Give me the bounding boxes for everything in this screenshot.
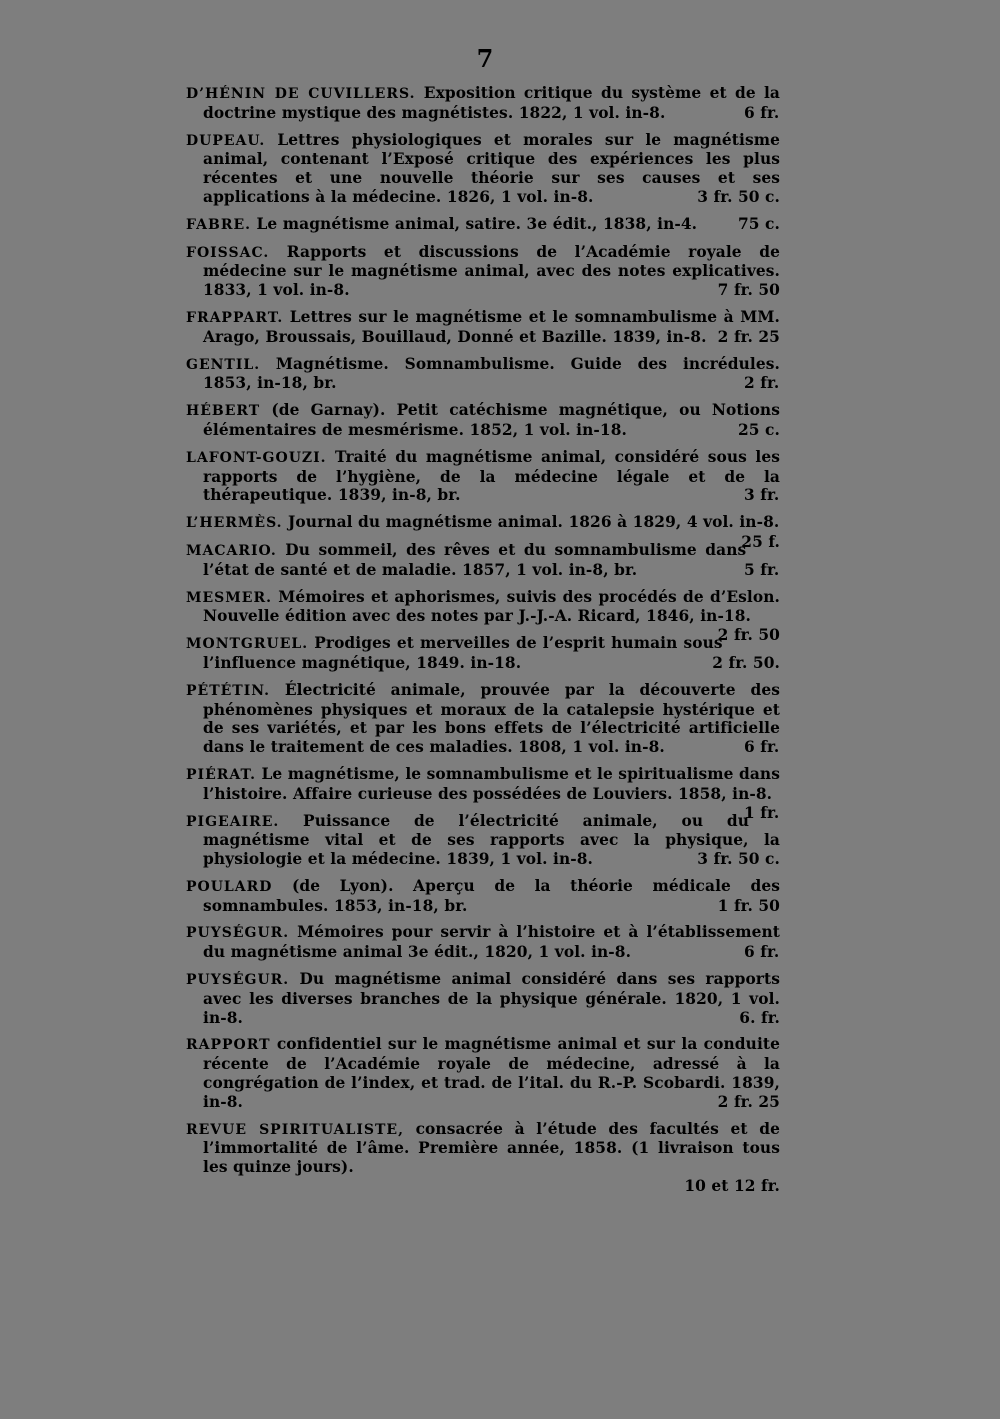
entry-text: consacrée à l’étude des facultés et de l’immortalité de l’âme. Première année, 1858. (1 livraison tous les quinze jours). — [203, 1119, 780, 1177]
catalogue-entry — [186, 970, 780, 1027]
entry-text: Puissance de l’électricité animale, ou du magnétisme vital et de ses rapports avec la physique, la physiologie et la médecine. 1839, 1 vol. in-8. — [203, 811, 780, 869]
entry-author: LAFONT-GOUZI. — [186, 449, 327, 466]
entry-author: MACARIO. — [186, 542, 277, 559]
catalogue-entry — [186, 215, 780, 235]
entry-text: Exposition critique du système et de la doctrine mystique des magnétistes. 1822, 1 vol. in-8. — [203, 84, 780, 122]
entry-author: PIÉRAT. — [186, 766, 256, 783]
entry-price: 10 et 12 fr. — [684, 1177, 780, 1196]
entry-text: Du sommeil, des rêves et du somnambulisme dans l’état de santé et de maladie. 1857, 1 vol. in-8, br. — [203, 540, 747, 579]
entry-price: 6 fr. — [744, 103, 780, 122]
entry-price: 2 fr. — [744, 374, 780, 393]
entry-text: Mémoires pour servir à l’histoire et à l’établissement du magnétisme animal 3e édit., 1820, 1 vol. in-8. — [203, 923, 780, 962]
entry-author: DUPEAU. — [186, 132, 266, 149]
entry-price: 75 c. — [737, 214, 780, 233]
entry-price: 3 fr. 50 c. — [697, 850, 780, 869]
entry-price: 6 fr. — [744, 738, 780, 757]
entry-author: RAPPORT — [186, 1037, 271, 1054]
entry-price: 1 fr. — [744, 803, 780, 822]
entry-price: 7 fr. 50 — [717, 281, 780, 300]
entry-price: 2 fr. 50 — [717, 626, 780, 645]
catalogue-entry — [186, 401, 780, 440]
entry-text: Électricité animale, prouvée par la découverte des phénomènes physiques et moraux de la catalepsie hystérique et de ses variétés, et par les bons effets de l’électricité artificielle dans le traitement de ces maladies. 1808, 1 vol. in-8. — [203, 680, 780, 757]
entry-text: (de Lyon). Aperçu de la théorie médicale des somnambules. 1853, in-18, br. — [203, 876, 780, 915]
catalogue-entry — [186, 308, 780, 347]
entry-text: Traité du magnétisme animal, considéré sous les rapports de l’hygiène, de la médecine légale et de la thérapeutique. 1839, in-8, br. — [203, 447, 780, 505]
entry-text: Lettres sur le magnétisme et le somnambulisme à MM. Arago, Broussais, Bouillaud, Donné et Bazille. 1839, in-8. — [203, 307, 780, 346]
catalogue-entry — [186, 681, 780, 757]
entry-price: 25 c. — [737, 420, 780, 439]
page-number: 7 — [476, 44, 494, 73]
entry-text: Lettres physiologiques et morales sur le magnétisme animal, contenant l’Exposé critique des expériences les plus récentes et une nouvelle théorie sur ses causes et ses applications à la médecine. 1826, 1 vol. in-8. — [203, 130, 780, 206]
entry-author: MESMER. — [186, 589, 272, 606]
entry-price: 3 fr. 50 c. — [697, 187, 780, 206]
entry-text: Mémoires et aphorismes, suivis des procédés de d’Eslon. Nouvelle édition avec des notes par J.-J.-A. Ricard, 1846, in-18. — [203, 587, 780, 626]
entry-text: Du magnétisme animal considéré dans ses rapports avec les diverses branches de la physique générale. 1820, 1 vol. in-8. — [203, 970, 780, 1027]
entry-price: 2 fr. 50. — [712, 653, 780, 672]
entry-author: FABRE. — [186, 216, 251, 233]
catalogue-entry — [186, 448, 780, 505]
catalogue-entry — [186, 1035, 780, 1111]
catalogue-entry — [186, 243, 780, 300]
catalogue-entry — [186, 84, 780, 123]
entry-text: Magnétisme. Somnambulisme. Guide des incrédules. 1853, in-18, br. — [203, 354, 780, 393]
catalogue-list — [186, 84, 780, 1204]
entry-author: PUYSÉGUR. — [186, 972, 290, 989]
entry-author: L’HERMÈS. — [186, 515, 283, 532]
entry-author: PIGEAIRE. — [186, 813, 280, 830]
entry-text: Le magnétisme, le somnambulisme et le spiritualisme dans l’histoire. Affaire curieuse des possédées de Louviers. 1858, in-8. — [203, 764, 780, 803]
entry-price: 6 fr. — [744, 943, 780, 962]
entry-price: 5 fr. — [744, 560, 780, 579]
catalogue-entry — [186, 1120, 780, 1196]
entry-price: 6. fr. — [739, 1008, 780, 1027]
catalogue-entry — [186, 923, 780, 962]
entry-author: PUYSÉGUR. — [186, 925, 290, 942]
entry-text: Rapports et discussions de l’Académie royale de médecine sur le magnétisme animal, avec des notes explicatives. 1833, 1 vol. in-8. — [203, 242, 781, 300]
entry-price: 25 f. — [741, 532, 780, 551]
entry-author: FOISSAC. — [186, 244, 270, 261]
entry-text: confidentiel sur le magnétisme animal et sur la conduite récente de l’Académie royale de médecine, adressé à la congrégation de l’index, et trad. de l’ital. du R.-P. Scobardi. 1839, in-8. — [203, 1035, 780, 1111]
catalogue-entry — [186, 877, 780, 916]
catalogue-entry — [186, 812, 780, 869]
entry-price: 1 fr. 50 — [717, 896, 780, 915]
entry-price: 2 fr. 25 — [717, 327, 780, 346]
catalogue-entry — [186, 131, 780, 207]
entry-text: Journal du magnétisme animal. 1826 à 1829, 4 vol. in-8. — [288, 513, 780, 532]
catalogue-entry — [186, 634, 780, 673]
entry-author: D’HÉNIN DE CUVILLERS. — [186, 86, 416, 102]
entry-price: 2 fr. 25 — [717, 1092, 780, 1111]
entry-text: Prodiges et merveilles de l’esprit humain sous l’influence magnétique, 1849. in-18. — [203, 634, 723, 672]
entry-text: Le magnétisme animal, satire. 3e édit., 1838, in-4. — [256, 214, 698, 233]
entry-author: PÉTÉTIN. — [186, 682, 271, 699]
entry-author: MONTGRUEL. — [186, 636, 309, 653]
entry-author: FRAPPART. — [186, 309, 284, 326]
entry-text: (de Garnay). Petit catéchisme magnétique, ou Notions élémentaires de mesmérisme. 1852, 1 vol. in-18. — [203, 401, 780, 439]
entry-author: REVUE SPIRITUALISTE, — [186, 1121, 404, 1138]
entry-author: GENTIL. — [186, 356, 261, 373]
catalogue-entry — [186, 355, 780, 394]
entry-author: HÉBERT — [186, 403, 261, 420]
entry-price: 3 fr. — [744, 486, 780, 505]
catalogue-entry — [186, 541, 780, 580]
entry-author: POULARD — [186, 878, 273, 895]
